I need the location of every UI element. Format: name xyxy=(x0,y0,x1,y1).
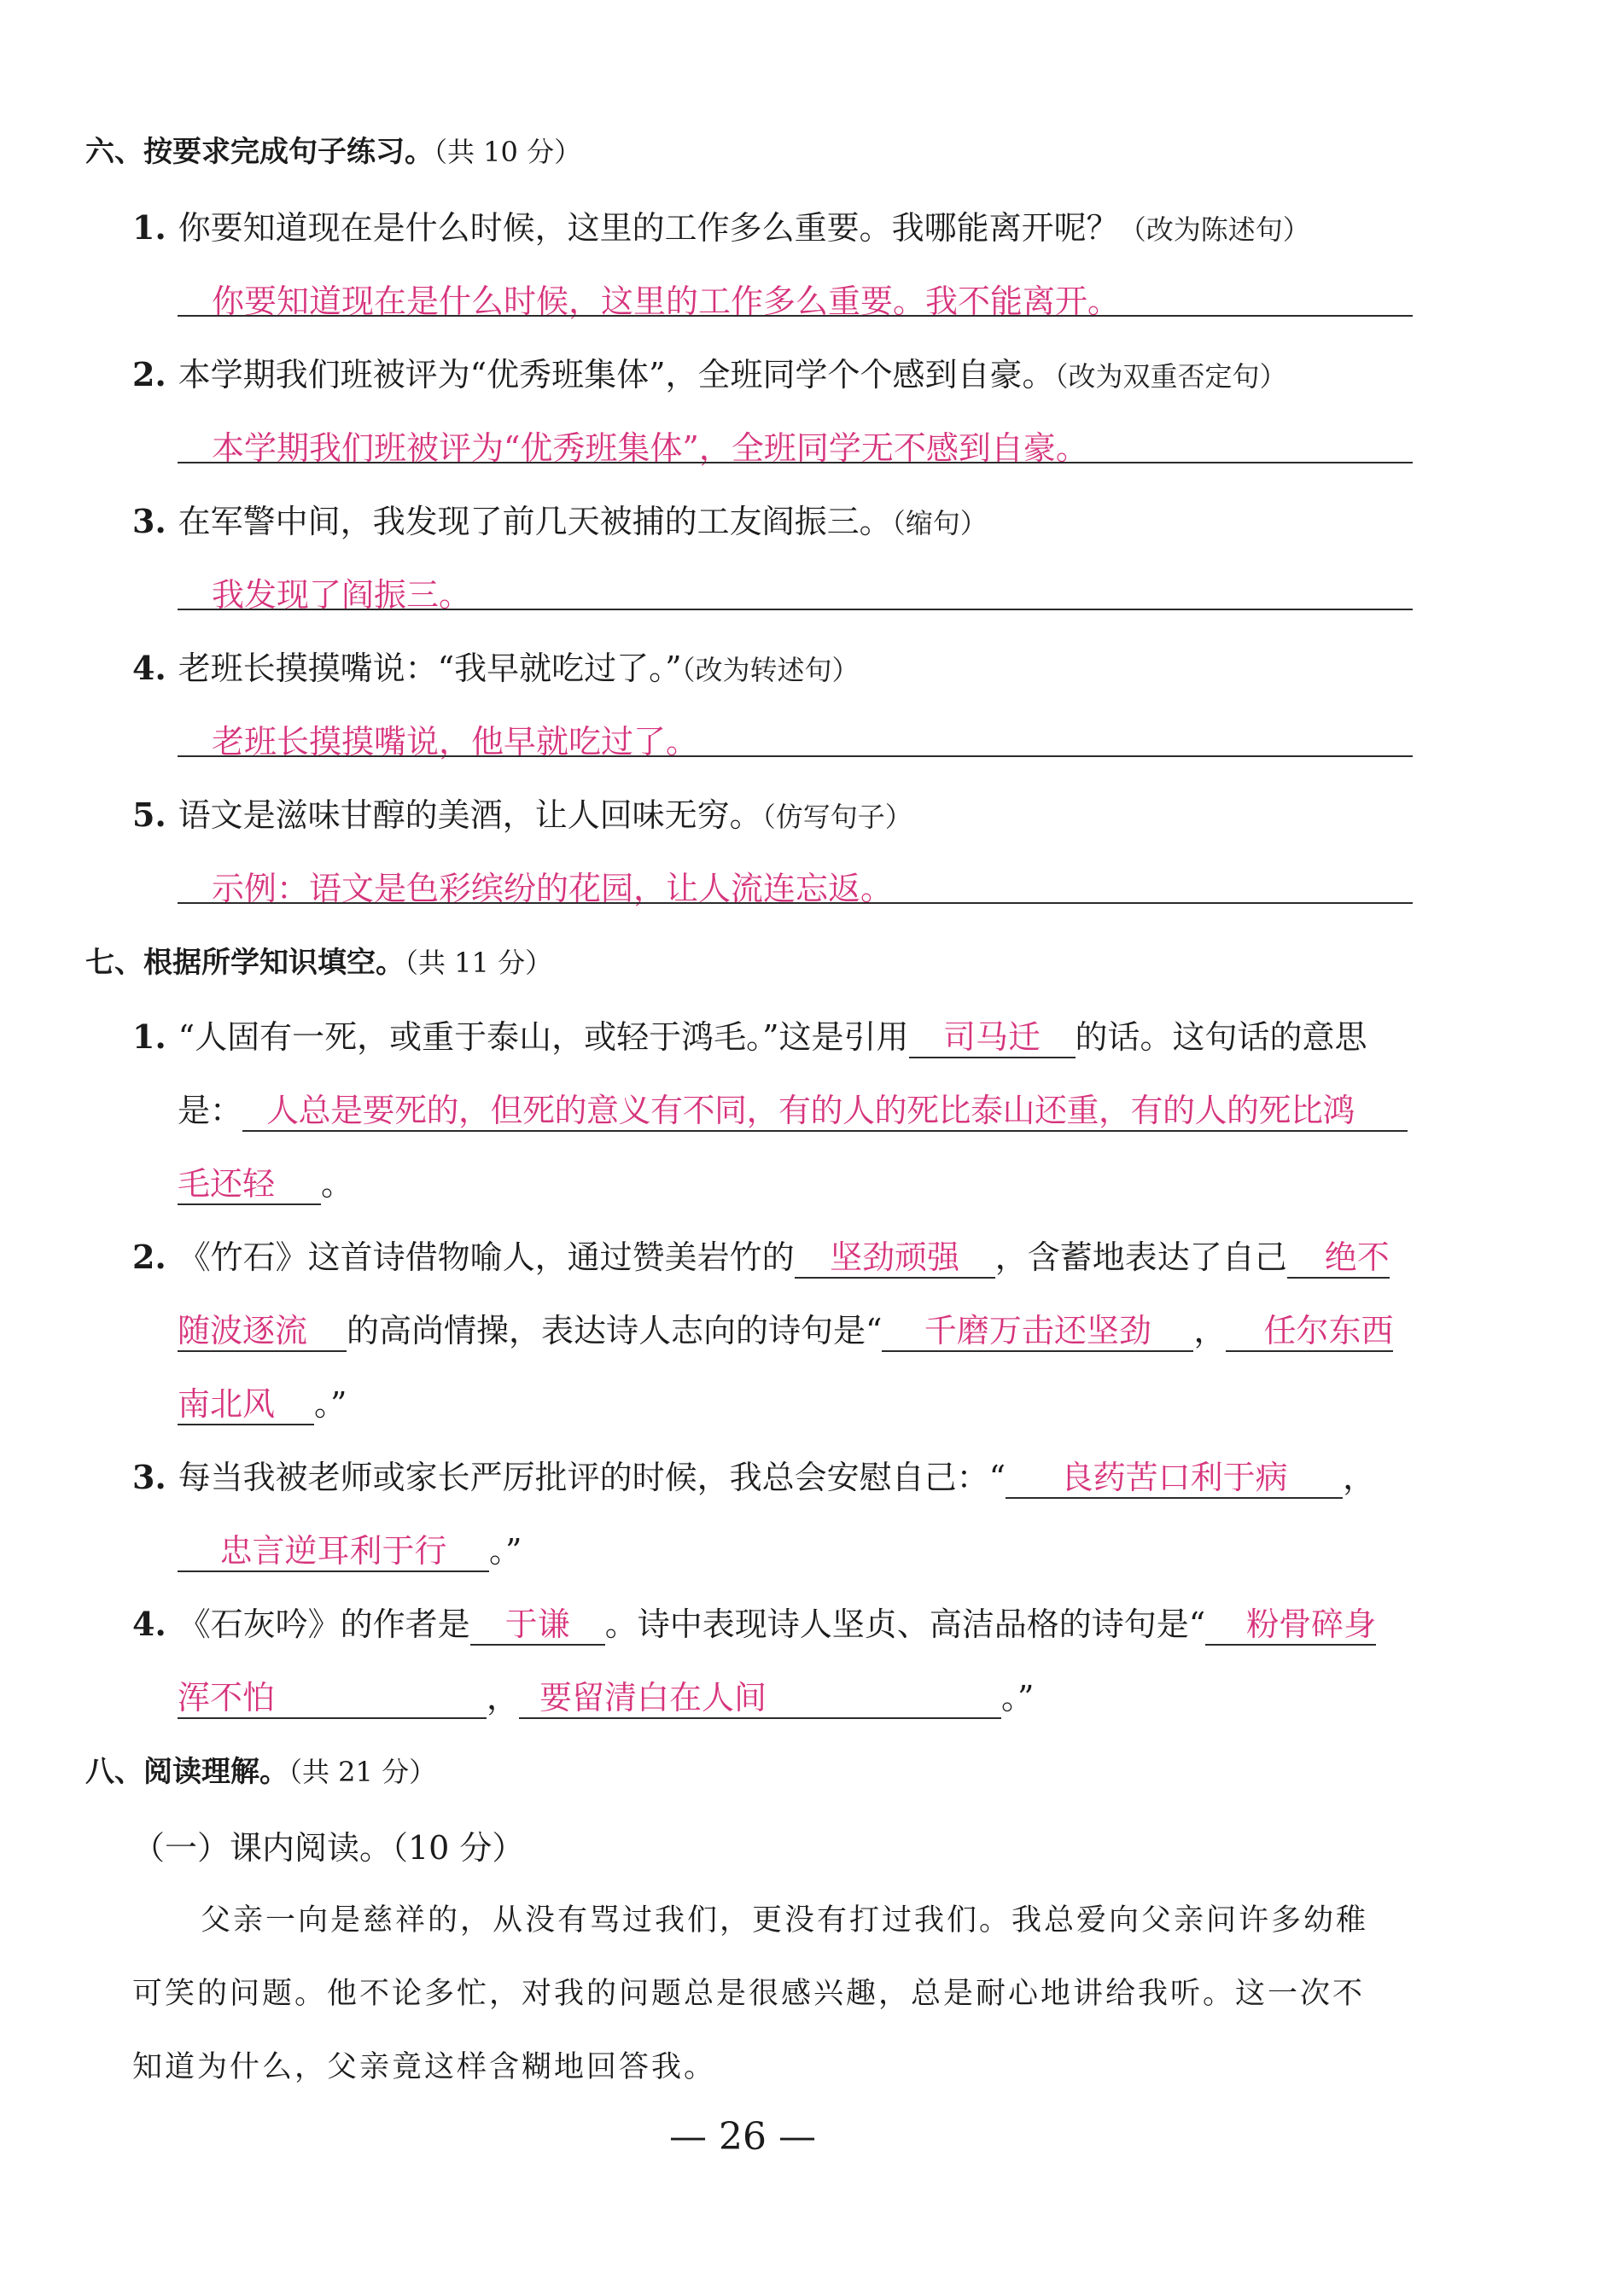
question-7-3-line-1 xyxy=(132,1451,1375,1499)
answer-line xyxy=(178,609,1413,610)
question-6-2 xyxy=(132,348,1287,395)
question-number: 3. xyxy=(132,502,166,540)
question-number: 2. xyxy=(132,355,166,393)
question-text: 本学期我们班被评为“优秀班集体”，全班同学个个感到自豪。 xyxy=(178,356,1055,393)
fill-blank-answer: 浑不怕 xyxy=(178,1680,487,1719)
section-8-subheading: （一）课内阅读。（10 分） xyxy=(132,1829,525,1867)
fill-blank-answer: 良药苦口利于病 xyxy=(1006,1460,1343,1499)
question-7-3-line-2 xyxy=(178,1524,522,1572)
question-hint: （仿写句子） xyxy=(761,801,912,833)
question-number: 4. xyxy=(132,649,166,687)
question-text: ， xyxy=(487,1679,520,1716)
question-number: 1. xyxy=(132,1017,166,1056)
question-text: “人固有一死，或重于泰山，或轻于鸿毛。”这是引用 xyxy=(178,1018,909,1056)
fill-blank-answer: 司马迁 xyxy=(909,1019,1076,1058)
answer-line xyxy=(178,755,1413,757)
question-6-5 xyxy=(132,789,912,836)
question-6-3 xyxy=(132,495,988,542)
question-hint: （缩句） xyxy=(891,507,988,539)
answer-6-5: 示例：语文是色彩缤纷的花园，让人流连忘返。 xyxy=(212,870,894,907)
question-7-2-line-3 xyxy=(178,1378,347,1425)
question-text: 语文是滋味甘醇的美酒，让人回味无穷。 xyxy=(178,796,762,834)
section-6-title: 六、按要求完成句子练习。 xyxy=(85,135,434,169)
section-6-points: （共 10 分） xyxy=(434,136,582,168)
question-text: ，含蓄地表达了自己 xyxy=(994,1238,1287,1276)
question-text: 《石灰吟》的作者是 xyxy=(178,1605,470,1643)
question-text: 老班长摸摸嘴说：“我早就吃过了。” xyxy=(178,650,682,687)
section-8-title: 八、阅读理解。 xyxy=(85,1755,289,1789)
fill-blank-answer: 忠言逆耳利于行 xyxy=(178,1533,489,1572)
question-text: 你要知道现在是什么时候，这里的工作多么重要。我哪能离开呢？ xyxy=(178,209,1119,247)
question-text: ， xyxy=(1193,1312,1227,1349)
question-6-4 xyxy=(132,642,860,689)
question-number: 1. xyxy=(132,208,166,247)
section-7-points: （共 11 分） xyxy=(405,947,553,979)
question-6-1 xyxy=(132,201,1310,248)
question-text: 。” xyxy=(1001,1679,1035,1716)
fill-blank-answer: 绝不 xyxy=(1287,1239,1390,1279)
fill-blank-answer: 要留清白在人间 xyxy=(519,1680,1001,1719)
question-text: ， xyxy=(1343,1459,1376,1496)
question-hint: （改为陈述句） xyxy=(1118,213,1310,246)
answer-6-3: 我发现了阎振三。 xyxy=(212,576,472,614)
passage-line: 父亲一向是慈祥的，从没有骂过我们，更没有打过我们。我总爱向父亲问许多幼稚 xyxy=(201,1903,1369,1938)
question-number: 2. xyxy=(132,1238,166,1276)
question-7-2-line-2 xyxy=(178,1304,1393,1352)
fill-blank-answer: 千磨万击还坚劲 xyxy=(882,1313,1193,1352)
question-7-4-line-1 xyxy=(132,1598,1376,1646)
section-8-points: （共 21 分） xyxy=(289,1756,437,1788)
answer-6-4: 老班长摸摸嘴说，他早就吃过了。 xyxy=(212,723,699,760)
question-7-2-line-1 xyxy=(132,1231,1390,1279)
question-text: 每当我被老师或家长严厉批评的时候，我总会安慰自己：“ xyxy=(178,1459,1006,1496)
question-text: 。诗中表现诗人坚贞、高洁品格的诗句是“ xyxy=(604,1605,1206,1643)
question-text: 。” xyxy=(489,1532,522,1570)
fill-blank-answer: 随波逐流 xyxy=(178,1313,347,1352)
question-number: 4. xyxy=(132,1605,166,1643)
question-text: 是： xyxy=(178,1092,243,1129)
fill-blank-answer: 于谦 xyxy=(470,1606,605,1646)
section-6-heading xyxy=(85,128,581,170)
question-text: 。” xyxy=(314,1385,347,1423)
question-7-4-line-2 xyxy=(178,1671,1034,1719)
passage-line: 可笑的问题。他不论多忙，对我的问题总是很感兴趣，总是耐心地讲给我听。这一次不 xyxy=(132,1977,1366,2011)
question-text: 的高尚情操，表达诗人志向的诗句是“ xyxy=(347,1312,883,1349)
question-7-1-line-1 xyxy=(132,1011,1367,1058)
question-text: 在军警中间，我发现了前几天被捕的工友阎振三。 xyxy=(178,503,892,540)
answer-6-1: 你要知道现在是什么时候，这里的工作多么重要。我不能离开。 xyxy=(212,283,1121,320)
fill-blank-answer: 任尔东西 xyxy=(1226,1313,1393,1352)
fill-blank-answer: 毛还轻 xyxy=(178,1166,321,1205)
fill-blank-answer: 南北风 xyxy=(178,1386,314,1425)
passage-line: 知道为什么，父亲竟这样含糊地回答我。 xyxy=(132,2050,717,2084)
question-text: 。 xyxy=(321,1165,354,1203)
section-7-heading xyxy=(85,939,552,981)
question-number: 3. xyxy=(132,1458,166,1496)
answer-line xyxy=(178,902,1413,904)
question-7-1-line-2 xyxy=(178,1084,1408,1132)
question-hint: （改为转述句） xyxy=(681,654,860,686)
question-7-1-line-3 xyxy=(178,1157,353,1205)
fill-blank-answer: 人总是要死的，但死的意义有不同，有的人的死比泰山还重，有的人的死比鸿 xyxy=(242,1093,1408,1132)
section-7-title: 七、根据所学知识填空。 xyxy=(85,946,405,980)
section-8-heading xyxy=(85,1748,436,1790)
question-number: 5. xyxy=(132,795,166,834)
page-number: — 26 — xyxy=(669,2115,816,2159)
fill-blank-answer: 粉骨碎身 xyxy=(1205,1606,1376,1646)
fill-blank-answer: 坚劲顽强 xyxy=(795,1239,995,1279)
answer-line xyxy=(178,315,1413,317)
question-hint: （改为双重否定句） xyxy=(1054,360,1287,393)
answer-6-2: 本学期我们班被评为“优秀班集体”，全班同学无不感到自豪。 xyxy=(212,429,1088,467)
question-text: 的话。这句话的意思 xyxy=(1075,1018,1367,1056)
answer-line xyxy=(178,462,1413,463)
question-text: 《竹石》这首诗借物喻人，通过赞美岩竹的 xyxy=(178,1238,795,1276)
